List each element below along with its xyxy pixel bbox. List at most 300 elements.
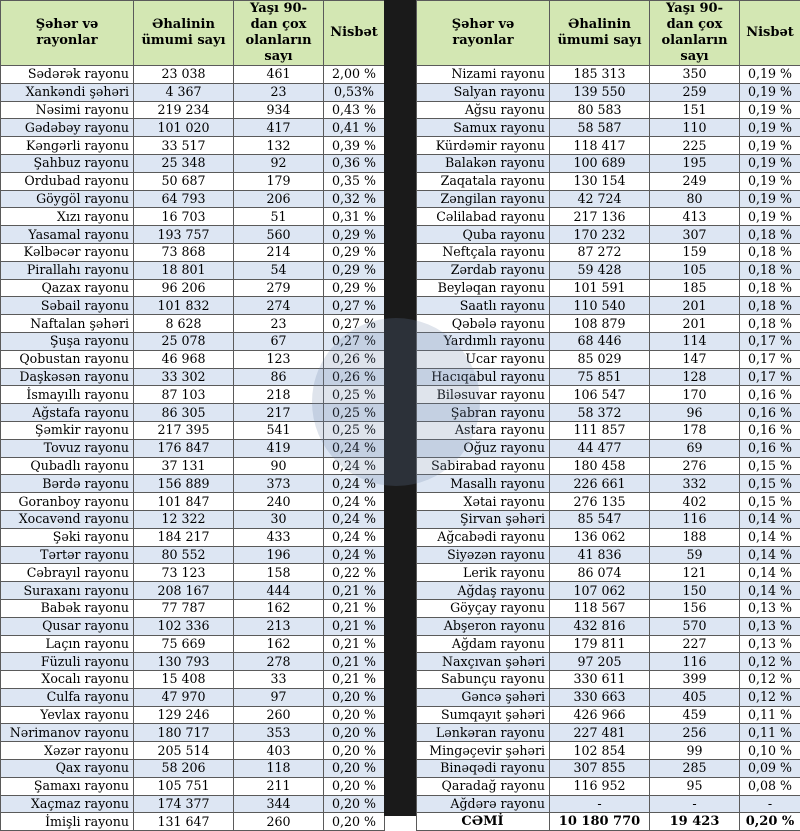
population-cell: 85 029 — [550, 350, 650, 368]
city-cell: Mingəçevir şəhəri — [417, 742, 550, 760]
over90-cell: 156 — [650, 599, 740, 617]
over90-cell: 170 — [650, 386, 740, 404]
ratio-cell: 0,08 % — [740, 777, 800, 795]
city-cell: Neftçala rayonu — [417, 243, 550, 261]
city-cell: Zaqatala rayonu — [417, 172, 550, 190]
population-cell: 64 793 — [134, 190, 234, 208]
city-cell: Ağsu rayonu — [417, 101, 550, 119]
table-row — [1, 617, 385, 635]
ratio-cell: 0,21 % — [324, 635, 385, 653]
ratio-cell: 0,24 % — [324, 457, 385, 475]
city-cell: Pirallahı rayonu — [1, 261, 134, 279]
over90-cell: 213 — [234, 617, 324, 635]
city-cell: Ucar rayonu — [417, 350, 550, 368]
city-cell: Səbail rayonu — [1, 297, 134, 315]
city-cell: Qəbələ rayonu — [417, 315, 550, 333]
population-cell: 73 123 — [134, 564, 234, 582]
left-table-body — [1, 66, 385, 831]
population-cell: 307 855 — [550, 760, 650, 778]
over90-cell: 147 — [650, 350, 740, 368]
table-row — [417, 795, 800, 813]
table-row — [417, 510, 800, 528]
city-cell: Yardımlı rayonu — [417, 332, 550, 350]
over90-cell: 162 — [234, 635, 324, 653]
ratio-cell: 0,29 % — [324, 243, 385, 261]
table-row — [1, 297, 385, 315]
table-row — [417, 208, 800, 226]
right-header-row — [417, 1, 800, 66]
table-row — [417, 493, 800, 511]
ratio-cell: 0,19 % — [740, 208, 800, 226]
over90-cell: 206 — [234, 190, 324, 208]
population-cell: 184 217 — [134, 528, 234, 546]
population-cell: 68 446 — [550, 332, 650, 350]
ratio-cell: 0,24 % — [324, 528, 385, 546]
table-row — [1, 243, 385, 261]
ratio-cell: 0,14 % — [740, 528, 800, 546]
city-cell: Kürdəmir rayonu — [417, 137, 550, 155]
city-cell: Yevlax rayonu — [1, 706, 134, 724]
ratio-cell: 0,41 % — [324, 119, 385, 137]
city-cell: Tovuz rayonu — [1, 439, 134, 457]
table-row — [1, 493, 385, 511]
table-row — [417, 243, 800, 261]
table-row — [1, 190, 385, 208]
population-cell: 217 395 — [134, 421, 234, 439]
table-row — [417, 66, 800, 84]
header-city: Şəhər və rayonlar — [417, 1, 550, 66]
ratio-cell: 0,24 % — [324, 546, 385, 564]
population-cell: 80 583 — [550, 101, 650, 119]
population-cell: 180 717 — [134, 724, 234, 742]
over90-cell: 97 — [234, 688, 324, 706]
city-cell: Lerik rayonu — [417, 564, 550, 582]
table-row — [1, 279, 385, 297]
ratio-cell: 0,29 % — [324, 279, 385, 297]
table-row — [1, 119, 385, 137]
city-cell: İsmayıllı rayonu — [1, 386, 134, 404]
city-cell: Şuşa rayonu — [1, 332, 134, 350]
ratio-cell: 0,25 % — [324, 421, 385, 439]
population-cell: 16 703 — [134, 208, 234, 226]
header-over90: Yaşı 90-dan çox olanların sayı — [650, 1, 740, 66]
table-row — [417, 297, 800, 315]
population-cell: 226 661 — [550, 475, 650, 493]
city-cell: Ordubad rayonu — [1, 172, 134, 190]
population-cell: 180 458 — [550, 457, 650, 475]
over90-cell: 249 — [650, 172, 740, 190]
over90-cell: 159 — [650, 243, 740, 261]
population-cell: 102 336 — [134, 617, 234, 635]
ratio-cell: 0,17 % — [740, 332, 800, 350]
over90-cell: 128 — [650, 368, 740, 386]
table-row — [417, 404, 800, 422]
table-row — [417, 439, 800, 457]
over90-cell: 80 — [650, 190, 740, 208]
over90-cell: 86 — [234, 368, 324, 386]
left-header-row — [1, 1, 385, 66]
city-cell: Hacıqabul rayonu — [417, 368, 550, 386]
ratio-cell: 0,12 % — [740, 671, 800, 689]
ratio-cell: 0,12 % — [740, 688, 800, 706]
population-cell: 432 816 — [550, 617, 650, 635]
population-cell: 219 234 — [134, 101, 234, 119]
city-cell: Xaçmaz rayonu — [1, 795, 134, 813]
over90-cell: 23 — [234, 83, 324, 101]
over90-cell: 274 — [234, 297, 324, 315]
table-row — [1, 421, 385, 439]
population-cell: 41 836 — [550, 546, 650, 564]
city-cell: Şamaxı rayonu — [1, 777, 134, 795]
ratio-cell: 0,19 % — [740, 119, 800, 137]
over90-cell: 332 — [650, 475, 740, 493]
header-population: Əhalinin ümumi sayı — [550, 1, 650, 66]
ratio-cell: 0,20 % — [324, 688, 385, 706]
over90-cell: 461 — [234, 66, 324, 84]
ratio-cell: 0,11 % — [740, 706, 800, 724]
population-cell: 276 135 — [550, 493, 650, 511]
population-cell: 179 811 — [550, 635, 650, 653]
city-cell: Nizami rayonu — [417, 66, 550, 84]
table-row — [1, 101, 385, 119]
over90-cell: 114 — [650, 332, 740, 350]
table-row — [417, 279, 800, 297]
ratio-cell: 0,15 % — [740, 493, 800, 511]
population-cell: 131 647 — [134, 813, 234, 831]
city-cell: Sədərək rayonu — [1, 66, 134, 84]
ratio-cell: 0,13 % — [740, 617, 800, 635]
over90-cell: 570 — [650, 617, 740, 635]
table-row — [1, 208, 385, 226]
population-cell: 208 167 — [134, 582, 234, 600]
population-cell: - — [550, 795, 650, 813]
population-cell: 33 517 — [134, 137, 234, 155]
ratio-cell: 0,26 % — [324, 350, 385, 368]
population-cell: 101 591 — [550, 279, 650, 297]
table-row — [1, 777, 385, 795]
city-cell: Beyləqan rayonu — [417, 279, 550, 297]
left-table — [0, 0, 385, 831]
table-row — [417, 101, 800, 119]
table-row — [1, 404, 385, 422]
over90-cell: 541 — [234, 421, 324, 439]
table-row — [1, 368, 385, 386]
over90-cell: 413 — [650, 208, 740, 226]
table-row — [1, 671, 385, 689]
population-cell: 12 322 — [134, 510, 234, 528]
city-cell: Naftalan şəhəri — [1, 315, 134, 333]
ratio-cell: 0,21 % — [324, 671, 385, 689]
population-cell: 23 038 — [134, 66, 234, 84]
ratio-cell: 0,39 % — [324, 137, 385, 155]
header-population: Əhalinin ümumi sayı — [134, 1, 234, 66]
city-cell: Nərimanov rayonu — [1, 724, 134, 742]
over90-cell: 185 — [650, 279, 740, 297]
ratio-cell: 0,36 % — [324, 154, 385, 172]
table-row — [417, 332, 800, 350]
ratio-cell: 0,24 % — [324, 493, 385, 511]
over90-cell: 350 — [650, 66, 740, 84]
city-cell: Astara rayonu — [417, 421, 550, 439]
table-row — [1, 546, 385, 564]
city-cell: Xətai rayonu — [417, 493, 550, 511]
table-row — [417, 172, 800, 190]
population-cell: 25 078 — [134, 332, 234, 350]
city-cell: Salyan rayonu — [417, 83, 550, 101]
table-row — [417, 457, 800, 475]
ratio-cell: 2,00 % — [324, 66, 385, 84]
population-cell: 107 062 — [550, 582, 650, 600]
over90-cell: 417 — [234, 119, 324, 137]
city-cell: Cəbrayıl rayonu — [1, 564, 134, 582]
over90-cell: 260 — [234, 813, 324, 831]
population-cell: 86 074 — [550, 564, 650, 582]
over90-cell: 96 — [650, 404, 740, 422]
table-row — [417, 368, 800, 386]
city-cell: Xəzər rayonu — [1, 742, 134, 760]
over90-cell: 132 — [234, 137, 324, 155]
city-cell: Quba rayonu — [417, 226, 550, 244]
city-cell: Tərtər rayonu — [1, 546, 134, 564]
city-cell: Bərdə rayonu — [1, 475, 134, 493]
over90-cell: 116 — [650, 653, 740, 671]
table-row — [1, 172, 385, 190]
city-cell: Gəncə şəhəri — [417, 688, 550, 706]
ratio-cell: 0,14 % — [740, 546, 800, 564]
city-cell: Xocalı rayonu — [1, 671, 134, 689]
over90-cell: 433 — [234, 528, 324, 546]
population-cell: 111 857 — [550, 421, 650, 439]
ratio-cell: 0,15 % — [740, 457, 800, 475]
population-cell: 58 587 — [550, 119, 650, 137]
over90-cell: 178 — [650, 421, 740, 439]
header-city: Şəhər və rayonlar — [1, 1, 134, 66]
ratio-cell: 0,29 % — [324, 261, 385, 279]
population-cell: 50 687 — [134, 172, 234, 190]
city-cell: Xızı rayonu — [1, 208, 134, 226]
population-cell: 185 313 — [550, 66, 650, 84]
over90-cell: 150 — [650, 582, 740, 600]
city-cell: Samux rayonu — [417, 119, 550, 137]
city-cell: Zərdab rayonu — [417, 261, 550, 279]
population-cell: 170 232 — [550, 226, 650, 244]
ratio-cell: 0,21 % — [324, 599, 385, 617]
ratio-cell: 0,27 % — [324, 315, 385, 333]
over90-cell: 278 — [234, 653, 324, 671]
city-cell: Qubadlı rayonu — [1, 457, 134, 475]
ratio-cell: 0,19 % — [740, 154, 800, 172]
over90-cell: 218 — [234, 386, 324, 404]
ratio-cell: 0,13 % — [740, 635, 800, 653]
table-row — [1, 599, 385, 617]
ratio-cell: 0,14 % — [740, 564, 800, 582]
city-cell: Xocavənd rayonu — [1, 510, 134, 528]
ratio-cell: 0,20 % — [324, 813, 385, 831]
table-row — [417, 475, 800, 493]
city-cell: Göyçay rayonu — [417, 599, 550, 617]
ratio-cell: 0,19 % — [740, 101, 800, 119]
ratio-cell: 0,31 % — [324, 208, 385, 226]
right-table-body — [417, 66, 800, 831]
city-cell: Şahbuz rayonu — [1, 154, 134, 172]
ratio-cell: 0,27 % — [324, 332, 385, 350]
population-cell: 46 968 — [134, 350, 234, 368]
city-cell: Cəlilabad rayonu — [417, 208, 550, 226]
city-cell: Laçın rayonu — [1, 635, 134, 653]
table-row — [1, 706, 385, 724]
over90-cell: 69 — [650, 439, 740, 457]
population-cell: 18 801 — [134, 261, 234, 279]
ratio-cell: 0,09 % — [740, 760, 800, 778]
over90-cell: 373 — [234, 475, 324, 493]
population-cell: 97 205 — [550, 653, 650, 671]
over90-cell: 560 — [234, 226, 324, 244]
table-row — [417, 688, 800, 706]
population-cell: 4 367 — [134, 83, 234, 101]
over90-cell: 353 — [234, 724, 324, 742]
total-population-cell: 10 180 770 — [550, 813, 650, 831]
total-over90-cell: 19 423 — [650, 813, 740, 831]
ratio-cell: 0,22 % — [324, 564, 385, 582]
population-cell: 139 550 — [550, 83, 650, 101]
table-row — [1, 350, 385, 368]
over90-cell: 201 — [650, 315, 740, 333]
table-row — [1, 688, 385, 706]
total-ratio-cell: 0,20 % — [740, 813, 800, 831]
population-cell: 156 889 — [134, 475, 234, 493]
ratio-cell: 0,20 % — [324, 760, 385, 778]
ratio-cell: 0,25 % — [324, 404, 385, 422]
ratio-cell: 0,18 % — [740, 261, 800, 279]
table-row — [417, 671, 800, 689]
ratio-cell: 0,20 % — [324, 795, 385, 813]
ratio-cell: 0,18 % — [740, 279, 800, 297]
over90-cell: 444 — [234, 582, 324, 600]
ratio-cell: 0,21 % — [324, 582, 385, 600]
ratio-cell: 0,16 % — [740, 421, 800, 439]
population-cell: 80 552 — [134, 546, 234, 564]
city-cell: Balakən rayonu — [417, 154, 550, 172]
city-cell: Saatlı rayonu — [417, 297, 550, 315]
population-cell: 426 966 — [550, 706, 650, 724]
over90-cell: 285 — [650, 760, 740, 778]
ratio-cell: 0,53% — [324, 83, 385, 101]
population-cell: 110 540 — [550, 297, 650, 315]
population-cell: 116 952 — [550, 777, 650, 795]
table-row — [417, 724, 800, 742]
population-cell: 205 514 — [134, 742, 234, 760]
city-cell: Ağdərə rayonu — [417, 795, 550, 813]
over90-cell: 30 — [234, 510, 324, 528]
population-cell: 100 689 — [550, 154, 650, 172]
population-cell: 73 868 — [134, 243, 234, 261]
ratio-cell: 0,18 % — [740, 297, 800, 315]
table-row — [1, 457, 385, 475]
population-cell: 96 206 — [134, 279, 234, 297]
city-cell: İmişli rayonu — [1, 813, 134, 831]
table-row — [417, 564, 800, 582]
header-ratio: Nisbət — [740, 1, 800, 66]
over90-cell: 33 — [234, 671, 324, 689]
over90-cell: 51 — [234, 208, 324, 226]
population-cell: 330 663 — [550, 688, 650, 706]
population-cell: 58 372 — [550, 404, 650, 422]
city-cell: Gədəbəy rayonu — [1, 119, 134, 137]
ratio-cell: 0,25 % — [324, 386, 385, 404]
over90-cell: 276 — [650, 457, 740, 475]
ratio-cell: 0,26 % — [324, 368, 385, 386]
ratio-cell: 0,16 % — [740, 439, 800, 457]
ratio-cell: 0,14 % — [740, 582, 800, 600]
population-cell: 87 103 — [134, 386, 234, 404]
over90-cell: 121 — [650, 564, 740, 582]
ratio-cell: 0,18 % — [740, 243, 800, 261]
city-cell: Kəngərli rayonu — [1, 137, 134, 155]
table-row — [1, 582, 385, 600]
over90-cell: 211 — [234, 777, 324, 795]
over90-cell: 256 — [650, 724, 740, 742]
table-row — [1, 653, 385, 671]
over90-cell: 99 — [650, 742, 740, 760]
city-cell: Qax rayonu — [1, 760, 134, 778]
table-row — [1, 564, 385, 582]
population-cell: 85 547 — [550, 510, 650, 528]
population-cell: 37 131 — [134, 457, 234, 475]
population-cell: 47 970 — [134, 688, 234, 706]
ratio-cell: 0,17 % — [740, 350, 800, 368]
ratio-cell: 0,11 % — [740, 724, 800, 742]
population-cell: 217 136 — [550, 208, 650, 226]
table-row — [1, 66, 385, 84]
table-row — [1, 439, 385, 457]
population-cell: 42 724 — [550, 190, 650, 208]
table-row — [417, 315, 800, 333]
over90-cell: 214 — [234, 243, 324, 261]
city-cell: Kəlbəcər rayonu — [1, 243, 134, 261]
population-cell: 118 417 — [550, 137, 650, 155]
table-row — [1, 154, 385, 172]
population-cell: 108 879 — [550, 315, 650, 333]
table-row — [1, 510, 385, 528]
city-cell: Oğuz rayonu — [417, 439, 550, 457]
city-cell: Füzuli rayonu — [1, 653, 134, 671]
over90-cell: 403 — [234, 742, 324, 760]
ratio-cell: 0,19 % — [740, 66, 800, 84]
over90-cell: 240 — [234, 493, 324, 511]
table-row — [417, 190, 800, 208]
city-cell: Naxçıvan şəhəri — [417, 653, 550, 671]
over90-cell: 405 — [650, 688, 740, 706]
city-cell: Qusar rayonu — [1, 617, 134, 635]
over90-cell: 54 — [234, 261, 324, 279]
city-cell: Culfa rayonu — [1, 688, 134, 706]
table-row — [417, 706, 800, 724]
ratio-cell: 0,15 % — [740, 475, 800, 493]
city-cell: Ağdaş rayonu — [417, 582, 550, 600]
city-cell: Lənkəran rayonu — [417, 724, 550, 742]
over90-cell: 162 — [234, 599, 324, 617]
city-cell: Masallı rayonu — [417, 475, 550, 493]
city-cell: Babək rayonu — [1, 599, 134, 617]
city-cell: Nəsimi rayonu — [1, 101, 134, 119]
ratio-cell: 0,16 % — [740, 386, 800, 404]
over90-cell: 123 — [234, 350, 324, 368]
population-cell: 75 669 — [134, 635, 234, 653]
ratio-cell: 0,12 % — [740, 653, 800, 671]
population-cell: 174 377 — [134, 795, 234, 813]
total-city-cell: CƏMİ — [417, 813, 550, 831]
over90-cell: 201 — [650, 297, 740, 315]
